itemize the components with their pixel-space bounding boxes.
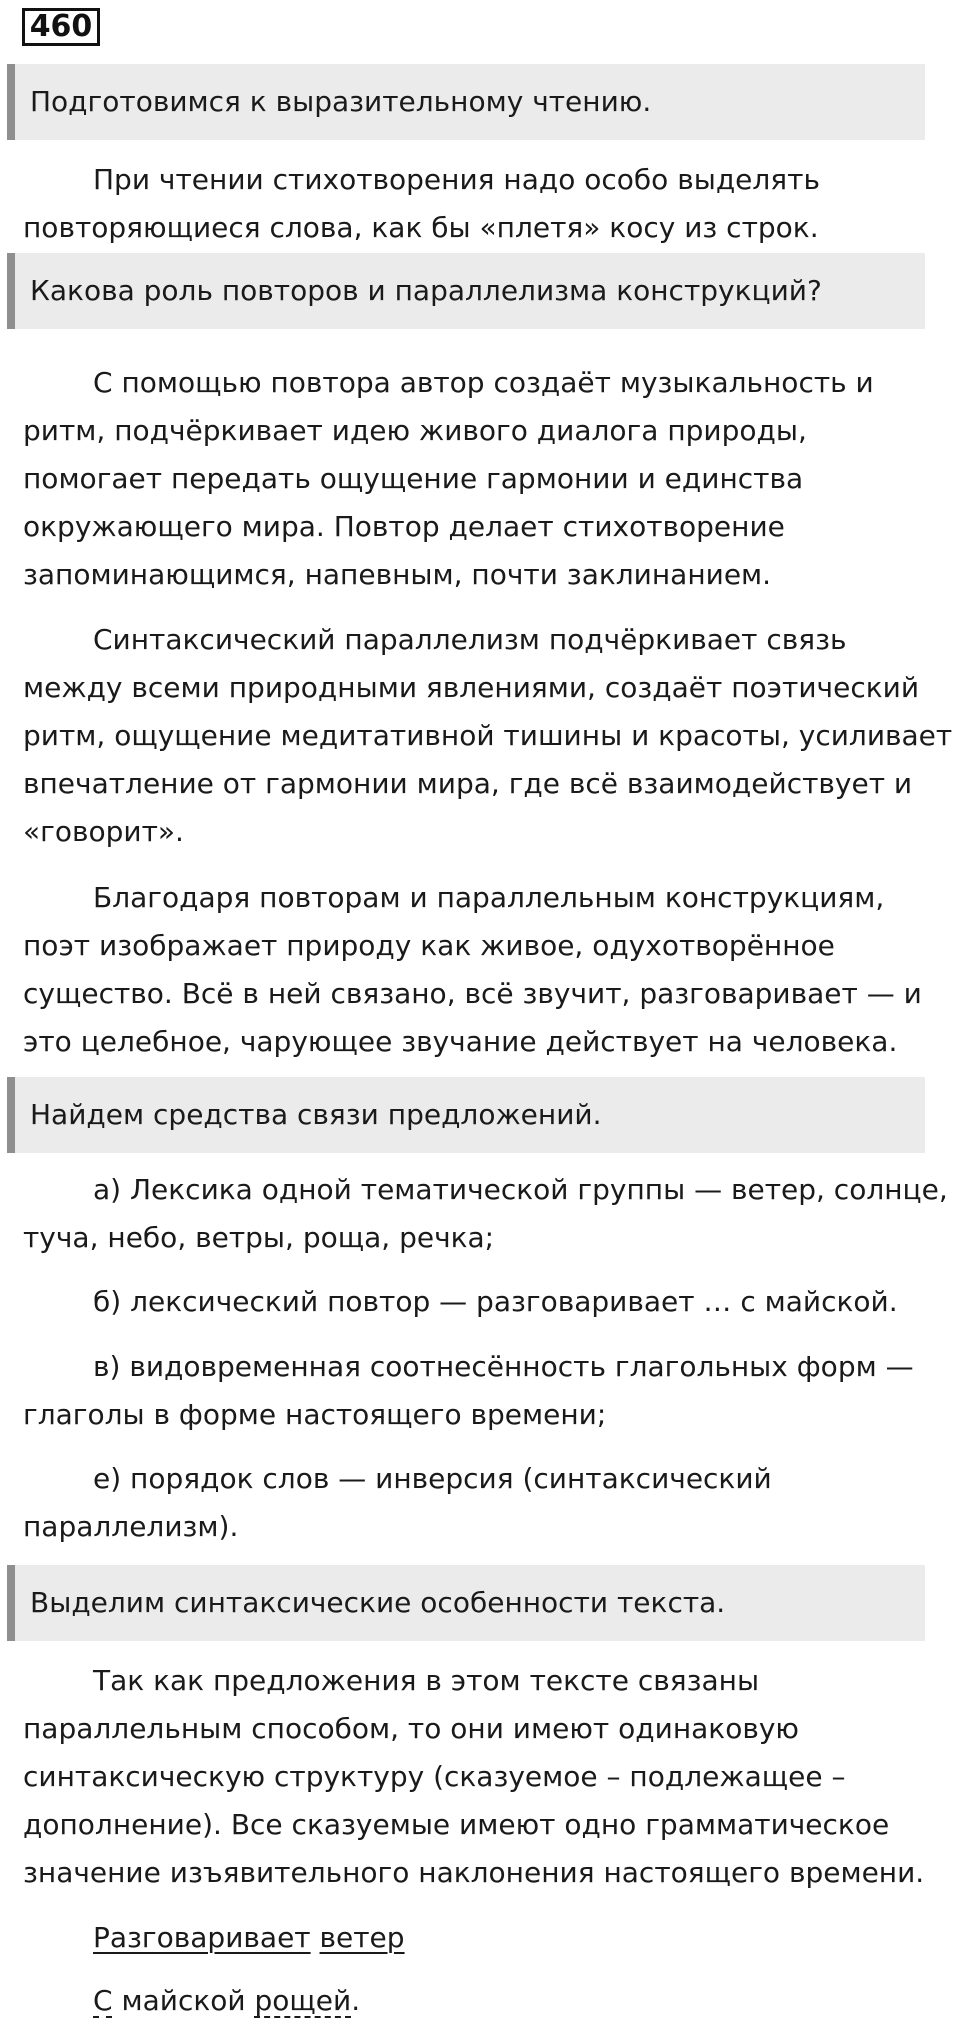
paragraph-parallelism: Синтаксический параллелизм подчёркивает связь между всеми природными явлениями, создаёт поэтический ритм, ощущение медитативной тишины и красоты, усиливает впечатление от гармонии мира, где всё взаимодействует и «говорит». <box>23 623 953 848</box>
section-header-connection-means: Найдем средства связи предложений. <box>7 1077 925 1153</box>
paragraph-syntax-structure: Так как предложения в этом тексте связаны параллельным способом, то они имеют одинаковую синтаксическую структуру (сказуемое – подлежащее – дополнение). Все сказуемые имеют одно грамматическое значение изъявительного наклонения настоящего времени. <box>23 1664 925 1889</box>
paragraph-conclusion: Благодаря повторам и параллельным конструкциям, поэт изображает природу как живое, одухотворённое существо. Всё в ней связано, всё звучит, разговаривает — и это целебное, чарующее звучание действует на человека. <box>23 881 922 1058</box>
predicate-word: Разговаривает <box>93 1921 311 1954</box>
list-item-lexical-group: а) Лексика одной тематической группы — ветер, солнце, туча, небо, ветры, роща, речка; <box>23 1173 948 1254</box>
paragraph-reading: При чтении стихотворения надо особо выделять повторяющиеся слова, как бы «плетя» косу из строк. <box>23 163 820 244</box>
middle-text: майской <box>112 1984 255 2017</box>
example-sentence-1 <box>93 1914 405 1962</box>
space <box>311 1921 320 1954</box>
section-header-reading: Подготовимся к выразительному чтению. <box>7 64 925 140</box>
section-header-repetition-role: Какова роль повторов и параллелизма конструкций? <box>7 253 925 329</box>
subject-word: ветер <box>319 1921 405 1954</box>
object-word: рощей <box>254 1984 352 2017</box>
example-sentence-2 <box>93 1977 360 2025</box>
section-header-syntax-features: Выделим синтаксические особенности текста. <box>7 1565 925 1641</box>
list-item-verb-forms: в) видовременная соотнесённость глагольных форм — глаголы в форме настоящего времени; <box>23 1350 914 1431</box>
task-number: 460 <box>22 8 100 46</box>
paragraph-repetition: С помощью повтора автор создаёт музыкальность и ритм, подчёркивает идею живого диалога природы, помогает передать ощущение гармонии и единства окружающего мира. Повтор делает стихотворение запоминающимся, напевным, почти заклинанием. <box>23 366 874 591</box>
list-item-lexical-repeat: б) лексический повтор — разговаривает … с майской. <box>93 1285 898 1318</box>
list-item-word-order: е) порядок слов — инверсия (синтаксический параллелизм). <box>23 1462 772 1543</box>
sentence-end: . <box>351 1984 361 2017</box>
preposition-word: С <box>93 1984 113 2017</box>
